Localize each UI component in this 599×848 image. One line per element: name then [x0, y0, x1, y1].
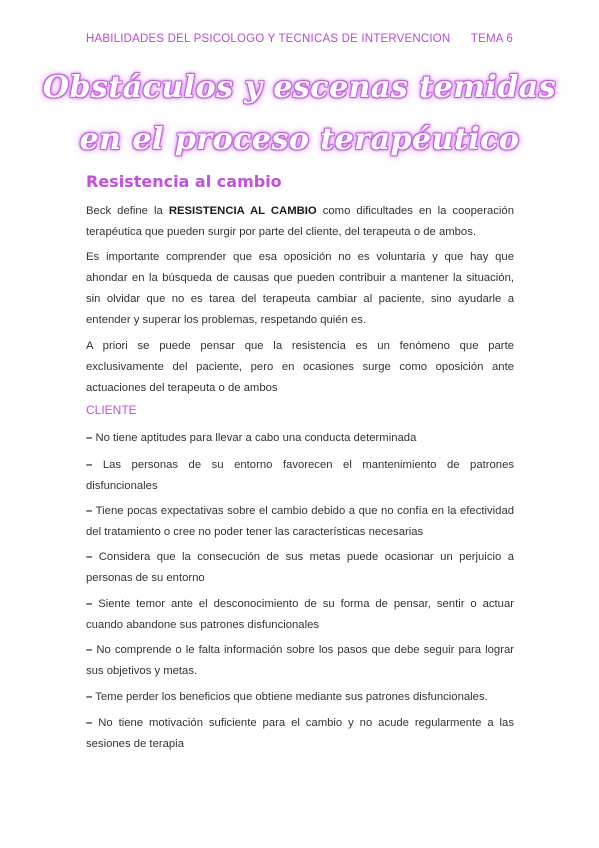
p1-prefix: Beck define la	[86, 205, 169, 217]
list-item	[86, 501, 514, 543]
item-text: No tiene aptitudes para llevar a cabo una conducta determinada	[95, 432, 417, 444]
item-dash: –	[86, 432, 93, 444]
item-text: No tiene motivación suficiente para el cambio y no acude regularmente a las sesiones de terapia	[86, 717, 514, 750]
item-text: Teme perder los beneficios que obtiene mediante sus patrones disfuncionales.	[95, 691, 488, 703]
title-line-2: en el proceso terapéutico	[79, 122, 520, 157]
header-topic: TEMA 6	[470, 33, 513, 45]
p1-bold-term: RESISTENCIA AL CAMBIO	[168, 205, 317, 217]
list-item	[86, 428, 514, 449]
item-text: Siente temor ante el desconocimiento de su forma de pensar, sentir o actuar cuando abandone sus patrones disfuncionales	[86, 598, 514, 631]
intro-paragraph-2: Es importante comprender que esa oposición no es voluntaria y que hay que ahondar en la búsqueda de causas que pueden contribuir a mantener la situación, sin olvidar que no es tarea del terapeuta cambiar al paciente, sino ayudarle a entender y superar los problemas, respetando quién es.	[86, 251, 514, 326]
list-item	[86, 594, 514, 636]
item-dash: –	[86, 598, 93, 610]
intro-paragraph-1	[86, 201, 514, 243]
list-item	[86, 547, 514, 589]
page-header	[86, 33, 513, 45]
section-title: Resistencia al cambio	[86, 172, 282, 191]
item-text: No comprende o le falta información sobre los pasos que debe seguir para lograr sus objetivos y metas.	[86, 644, 514, 677]
intro-paragraph-3: A priori se puede pensar que la resistencia es un fenómeno que parte exclusivamente del paciente, pero en ocasiones surge como oposición ante actuaciones del terapeuta o de ambos	[86, 340, 514, 394]
item-text: Tiene pocas expectativas sobre el cambio debido a que no confía en la efectividad del tratamiento o cree no poder tener las características necesarias	[86, 505, 515, 538]
header-subject: HABILIDADES DEL PSICOLOGO Y TECNICAS DE INTERVENCION	[86, 33, 451, 45]
item-dash: –	[86, 505, 93, 517]
item-dash: –	[86, 551, 93, 563]
item-text: Las personas de su entorno favorecen el mantenimiento de patrones disfuncionales	[86, 459, 515, 492]
list-item	[86, 640, 514, 682]
item-dash: –	[86, 459, 93, 471]
p1-suffix: como dificultades en la cooperación terapéutica que pueden surgir por parte del cliente, del terapeuta o de ambos.	[86, 205, 514, 238]
list-item	[86, 687, 514, 708]
client-heading: CLIENTE	[86, 403, 137, 417]
title-line-1: Obstáculos y escenas temidas	[42, 70, 557, 105]
list-item	[86, 713, 514, 755]
item-dash: –	[86, 644, 93, 656]
list-item	[86, 455, 514, 497]
item-dash: –	[86, 691, 93, 703]
item-dash: –	[86, 717, 93, 729]
item-text: Considera que la consecución de sus metas puede ocasionar un perjuicio a personas de su entorno	[86, 551, 515, 584]
